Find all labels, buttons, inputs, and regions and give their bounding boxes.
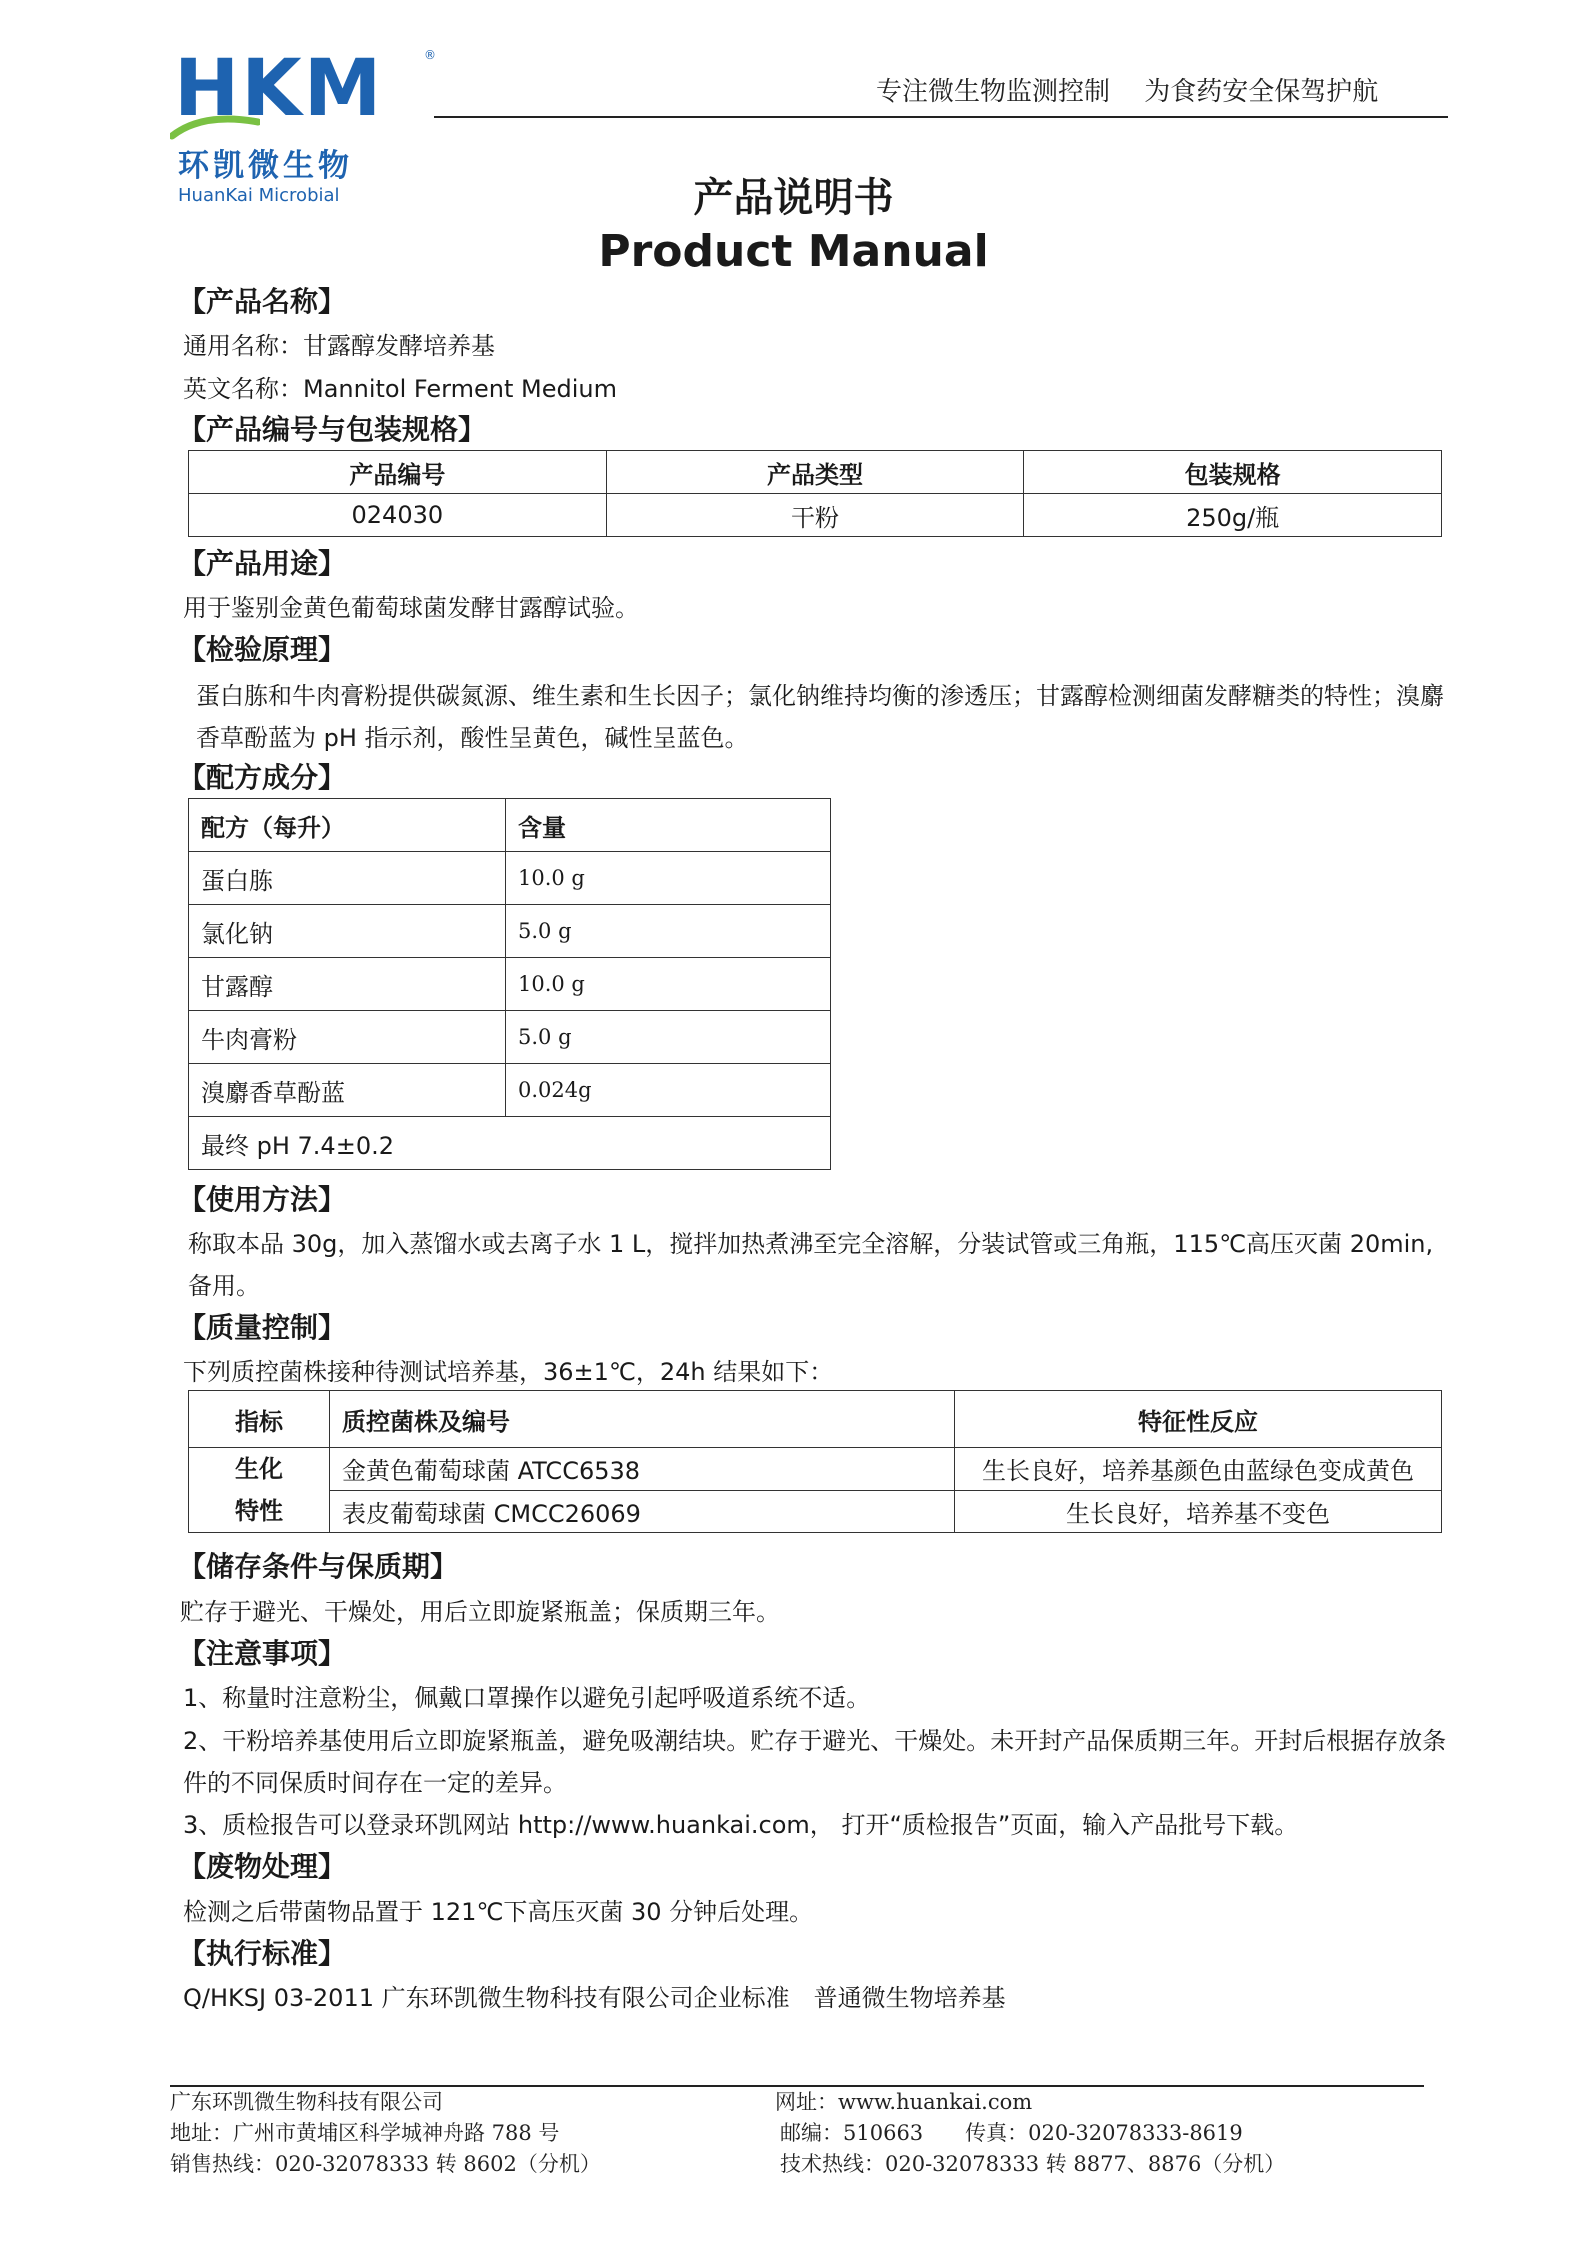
ingredient-amount: 10.0 g: [506, 958, 831, 1011]
section-heading-qc: 【质量控制】: [178, 1311, 347, 1344]
logo-letters: HKM: [174, 44, 384, 134]
note-item: 1、称量时注意粉尘，佩戴口罩操作以避免引起呼吸道系统不适。: [183, 1684, 871, 1712]
table-header-cell: 配方（每升）: [189, 799, 506, 852]
section-heading-principle: 【检验原理】: [178, 633, 347, 666]
packaging-table: [188, 450, 1442, 537]
table-row: [189, 958, 831, 1011]
table-header-cell: 包装规格: [1024, 451, 1442, 494]
section-heading-method: 【使用方法】: [178, 1183, 347, 1216]
table-header-cell: 产品编号: [189, 451, 607, 494]
document-title-en: Product Manual: [598, 226, 989, 277]
section-heading-notes: 【注意事项】: [178, 1637, 347, 1670]
table-header-cell: 产品类型: [606, 451, 1024, 494]
strain-cell: 金黄色葡萄球菌 ATCC6538: [330, 1448, 955, 1491]
usage-text: 用于鉴别金黄色葡萄球菌发酵甘露醇试验。: [183, 594, 639, 622]
english-name: 英文名称：Mannitol Ferment Medium: [183, 375, 617, 403]
ingredient-name: 氯化钠: [189, 905, 506, 958]
note-item: 2、干粉培养基使用后立即旋紧瓶盖，避免吸潮结块。贮存于避光、干燥处。未开封产品保质期三年。开封后根据存放条件的不同保质时间存在一定的差异。: [183, 1727, 1447, 1797]
logo-chinese-name: 环凯微生物: [178, 148, 353, 184]
logo-swoosh-icon: [170, 114, 260, 144]
section-heading-disposal: 【废物处理】: [178, 1850, 347, 1883]
ingredient-name: 溴麝香草酚蓝: [189, 1064, 506, 1117]
footer-company: 广东环凯微生物科技有限公司: [170, 2090, 443, 2114]
table-header-cell: 特征性反应: [955, 1391, 1442, 1448]
company-logo: [170, 44, 440, 206]
table-header-row: [189, 451, 1442, 494]
footer-sales-hotline: 销售热线：020-32078333 转 8602（分机）: [170, 2152, 601, 2176]
common-name: 通用名称：甘露醇发酵培养基: [183, 332, 495, 360]
note-item: 3、质检报告可以登录环凯网站 http://www.huankai.com， 打开“质检报告”页面，输入产品批号下载。: [183, 1811, 1299, 1839]
ingredient-amount: 5.0 g: [506, 1011, 831, 1064]
indicator-cell: [189, 1448, 330, 1533]
section-heading-product-name: 【产品名称】: [178, 285, 347, 318]
ingredient-amount: 0.024g: [506, 1064, 831, 1117]
footer-postcode-fax: 邮编：510663 传真：020-32078333-8619: [780, 2121, 1243, 2145]
standard-text: Q/HKSJ 03-2011 广东环凯微生物科技有限公司企业标准 普通微生物培养基: [183, 1984, 1006, 2012]
table-row: [189, 1117, 831, 1170]
table-row: [189, 494, 1442, 537]
disposal-text: 检测之后带菌物品置于 121℃下高压灭菌 30 分钟后处理。: [183, 1898, 814, 1926]
table-row: [189, 1490, 1442, 1533]
qc-table: [188, 1390, 1442, 1533]
ingredient-name: 蛋白胨: [189, 852, 506, 905]
strain-cell: 表皮葡萄球菌 CMCC26069: [330, 1490, 955, 1533]
storage-text: 贮存于避光、干燥处，用后立即旋紧瓶盖；保质期三年。: [180, 1598, 780, 1626]
section-heading-storage: 【储存条件与保质期】: [178, 1550, 459, 1583]
header-divider: [434, 116, 1448, 118]
ingredient-amount: 10.0 g: [506, 852, 831, 905]
table-cell: 干粉: [606, 494, 1024, 537]
logo-english-name: HuanKai Microbial: [178, 185, 340, 206]
table-cell: 250g/瓶: [1024, 494, 1442, 537]
principle-text: 蛋白胨和牛肉膏粉提供碳氮源、维生素和生长因子；氯化钠维持均衡的渗透压；甘露醇检测细菌发酵糖类的特性；溴麝香草酚蓝为 pH 指示剂，酸性呈黄色，碱性呈蓝色。: [196, 682, 1444, 752]
final-ph: 最终 pH 7.4±0.2: [189, 1117, 831, 1170]
document-title-cn: 产品说明书: [693, 175, 894, 221]
slogan: 专注微生物监测控制 为食药安全保驾护航: [876, 77, 1379, 107]
footer-website: 网址：www.huankai.com: [775, 2090, 1033, 2114]
table-row: [189, 852, 831, 905]
table-header-row: [189, 799, 831, 852]
footer-tech-hotline: 技术热线：020-32078333 转 8877、8876（分机）: [780, 2152, 1286, 2176]
table-header-cell: 含量: [506, 799, 831, 852]
formula-table: [188, 798, 831, 1170]
section-heading-formula: 【配方成分】: [178, 761, 347, 794]
indicator-line: 生化: [235, 1455, 283, 1483]
registered-mark: ®: [424, 48, 436, 62]
table-row: [189, 1064, 831, 1117]
method-text: 称取本品 30g，加入蒸馏水或去离子水 1 L，搅拌加热煮沸至完全溶解，分装试管或三角瓶，115℃高压灭菌 20min,备用。: [188, 1230, 1434, 1300]
reaction-cell: 生长良好，培养基颜色由蓝绿色变成黄色: [955, 1448, 1442, 1491]
table-row: [189, 1448, 1442, 1491]
table-header-cell: 质控菌株及编号: [330, 1391, 955, 1448]
footer-address: 地址：广州市黄埔区科学城神舟路 788 号: [170, 2121, 560, 2145]
section-heading-packaging: 【产品编号与包装规格】: [178, 413, 487, 446]
qc-intro: 下列质控菌株接种待测试培养基，36±1℃，24h 结果如下：: [183, 1358, 834, 1386]
ingredient-name: 牛肉膏粉: [189, 1011, 506, 1064]
section-heading-usage: 【产品用途】: [178, 547, 347, 580]
ingredient-name: 甘露醇: [189, 958, 506, 1011]
table-row: [189, 1011, 831, 1064]
section-heading-standard: 【执行标准】: [178, 1937, 347, 1970]
table-row: [189, 905, 831, 958]
table-header-cell: 指标: [189, 1391, 330, 1448]
reaction-cell: 生长良好，培养基不变色: [955, 1490, 1442, 1533]
table-header-row: [189, 1391, 1442, 1448]
indicator-line: 特性: [235, 1497, 283, 1525]
table-cell: 024030: [189, 494, 607, 537]
ingredient-amount: 5.0 g: [506, 905, 831, 958]
